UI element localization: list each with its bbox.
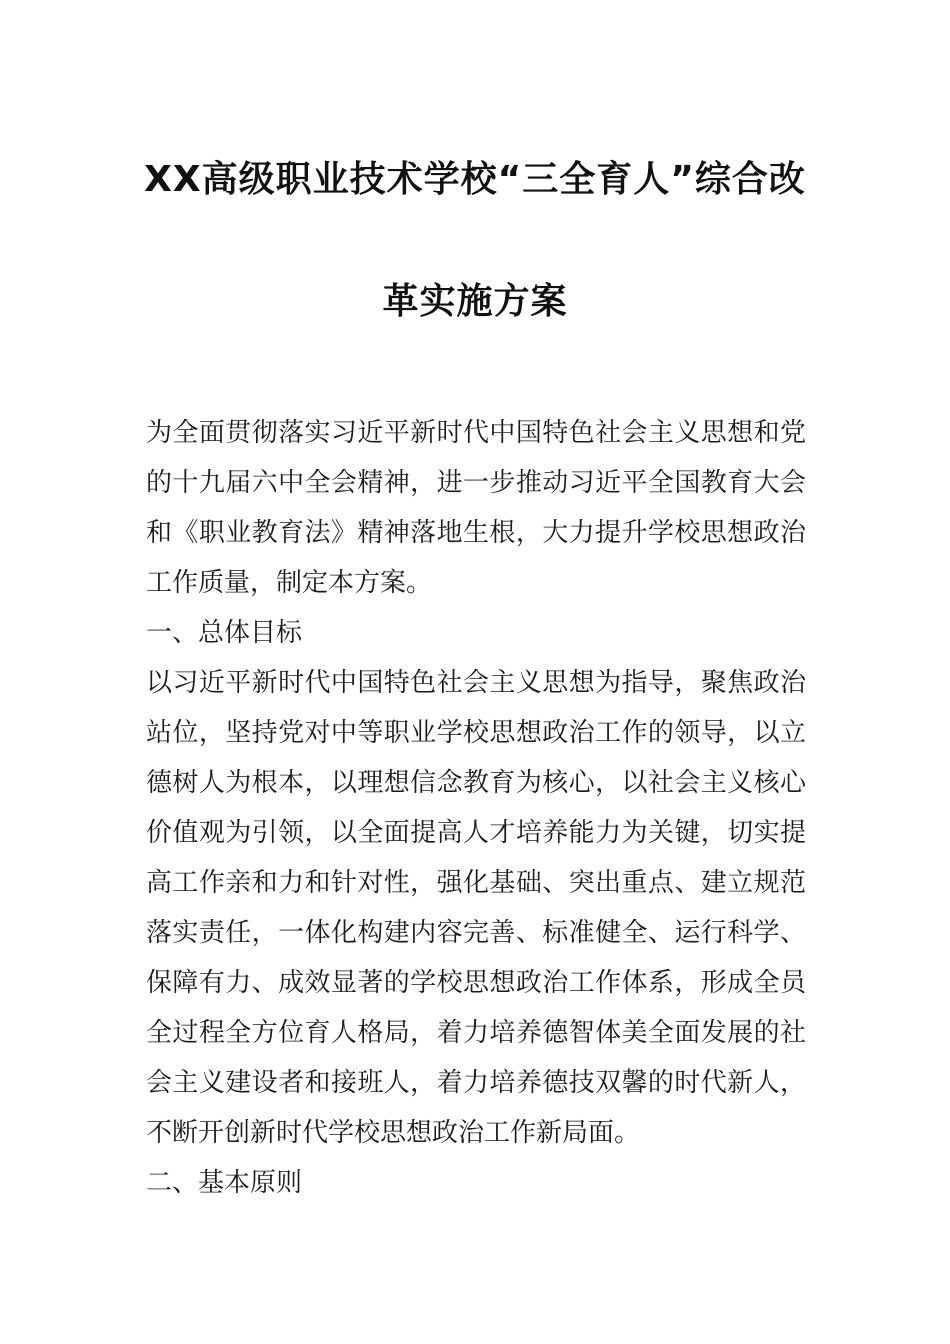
document-title-line-2: 革实施方案	[382, 281, 568, 322]
section-1-line-2: 站位，坚持党对中等职业学校思想政治工作的领导，以立	[146, 718, 806, 748]
section-1-line-3: 德树人为根本，以理想信念教育为核心，以社会主义核心	[146, 768, 806, 798]
section-1-line-6: 落实责任，一体化构建内容完善、标准健全、运行科学、	[146, 918, 806, 948]
section-1-line-5: 高工作亲和力和针对性，强化基础、突出重点、建立规范	[146, 868, 806, 898]
document-title-line-1: XX高级职业技术学校“三全育人”综合改	[144, 159, 806, 200]
section-1-heading: 一、总体目标	[146, 618, 303, 648]
section-1-line-9: 会主义建设者和接班人，着力培养德技双馨的时代新人，	[146, 1068, 806, 1098]
section-1-line-10: 不断开创新时代学校思想政治工作新局面。	[146, 1118, 641, 1148]
section-1-line-8: 全过程全方位育人格局，着力培养德智体美全面发展的社	[146, 1018, 806, 1048]
intro-line-3: 和《职业教育法》精神落地生根，大力提升学校思想政治	[146, 518, 806, 548]
intro-line-1: 为全面贯彻落实习近平新时代中国特色社会主义思想和党	[146, 418, 806, 448]
section-1-line-1: 以习近平新时代中国特色社会主义思想为指导，聚焦政治	[146, 668, 806, 698]
intro-line-2: 的十九届六中全会精神，进一步推动习近平全国教育大会	[146, 468, 806, 498]
section-1-line-7: 保障有力、成效显著的学校思想政治工作体系，形成全员	[146, 968, 806, 998]
document-body	[146, 408, 806, 1208]
section-2-heading: 二、基本原则	[146, 1168, 303, 1198]
section-1-line-4: 价值观为引领，以全面提高人才培养能力为关键，切实提	[146, 818, 806, 848]
intro-line-4: 工作质量，制定本方案。	[146, 568, 433, 598]
